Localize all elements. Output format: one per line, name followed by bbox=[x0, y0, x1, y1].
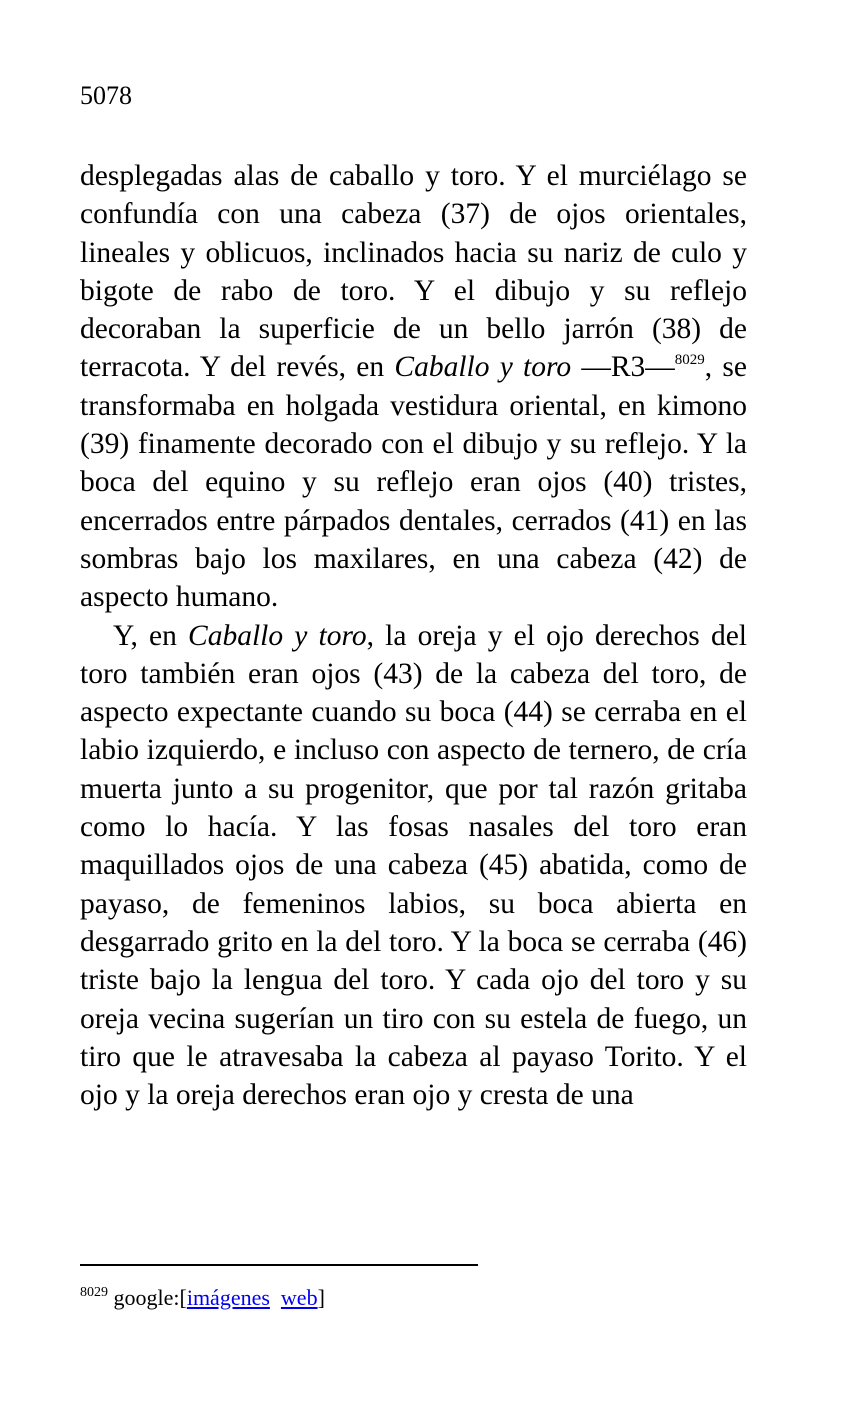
footnote-prefix: google:[ bbox=[113, 1285, 187, 1310]
web-link[interactable]: web bbox=[280, 1285, 318, 1310]
paragraph-2 bbox=[80, 617, 747, 1115]
paragraph-2-italic-title: Caballo y toro bbox=[188, 619, 367, 652]
images-link[interactable]: imágenes bbox=[186, 1285, 270, 1310]
paragraph-1 bbox=[80, 157, 747, 617]
page-number: 5078 bbox=[80, 81, 132, 110]
body-text bbox=[80, 157, 747, 1114]
paragraph-1-italic-title: Caballo y toro bbox=[394, 351, 572, 384]
footnote-divider bbox=[80, 1264, 478, 1266]
paragraph-2-text-a: Y, en bbox=[113, 619, 189, 652]
paragraph-1-text-a: desplegadas alas de caballo y toro. Y el murciélago se confundía con una cabeza (37) de ojos orientales, lineales y oblicuos, inclinados hacia su nariz de culo y bigote de rabo de toro. Y el dibujo y su reflejo decoraban la superficie de un bello jarrón (38) de terracota. Y del revés, en bbox=[80, 160, 747, 384]
footnote bbox=[80, 1283, 325, 1313]
paragraph-1-text-c: , se transformaba en holgada vestidura oriental, en kimono (39) finamente decorado con el dibujo y su reflejo. Y la boca del equino y su reflejo eran ojos (40) tristes, encerrados entre párpados dentales, cerrados (41) en las sombras bajo los maxilares, en una cabeza (42) de aspecto humano. bbox=[80, 351, 747, 614]
footnote-number: 8029 bbox=[80, 1285, 108, 1300]
paragraph-1-text-b: —R3— bbox=[571, 351, 675, 384]
footnote-suffix: ] bbox=[317, 1285, 325, 1310]
paragraph-2-text-b: , la oreja y el ojo derechos del toro también eran ojos (43) de la cabeza del toro, de aspecto expectante cuando su boca (44) se cerraba en el labio izquierdo, e incluso con aspecto de ternero, de cría muerta junto a su progenitor, que por tal razón gritaba como lo hacía. Y las fosas nasales del toro eran maquillados ojos de una cabeza (45) abatida, como de payaso, de femeninos labios, su boca abierta en desgarrado grito en la del toro. Y la boca se cerraba (46) triste bajo la lengua del toro. Y cada ojo del toro y su oreja vecina sugerían un tiro con su estela de fuego, un tiro que le atravesaba la cabeza al payaso Torito. Y el ojo y la oreja derechos eran ojo y cresta de una bbox=[80, 619, 747, 1112]
footnote-reference[interactable]: 8029 bbox=[674, 352, 705, 369]
